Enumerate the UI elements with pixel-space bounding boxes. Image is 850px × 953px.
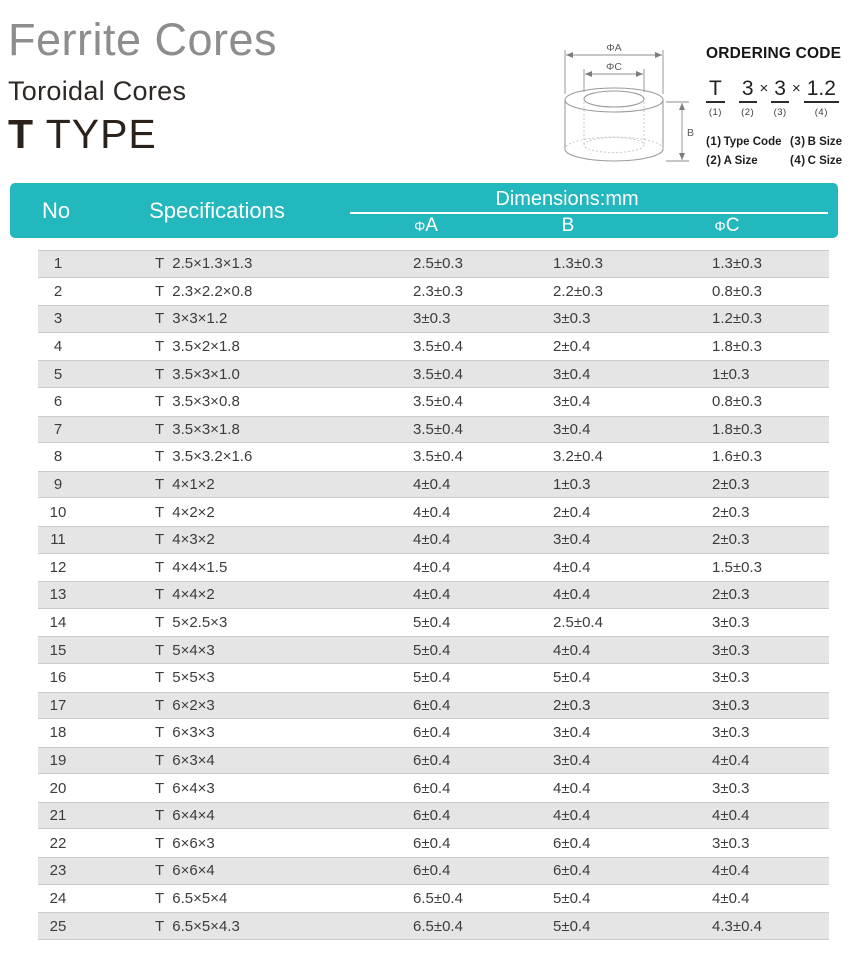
cell-a: 4±0.4 — [413, 558, 451, 576]
dim-label-height: B — [687, 127, 695, 139]
table-row — [38, 885, 829, 913]
cell-c: 1.2±0.3 — [712, 310, 762, 328]
cell-no: 3 — [53, 310, 63, 328]
cell-a: 5±0.4 — [413, 614, 451, 632]
column-letter: A — [425, 215, 438, 236]
code-part-index: (2) — [741, 107, 755, 118]
cell-spec: T 5×4×3 — [155, 641, 215, 659]
cell-no: 16 — [49, 669, 67, 687]
legend-label: B Size — [807, 136, 843, 148]
cell-b: 4±0.4 — [553, 558, 591, 576]
table-row — [38, 554, 829, 582]
table-row — [38, 416, 829, 444]
legend-key: (2) — [706, 155, 722, 167]
cell-no: 20 — [49, 779, 67, 797]
table-row — [38, 305, 829, 333]
title-block — [8, 16, 277, 158]
cell-a: 6.5±0.4 — [413, 917, 463, 935]
cell-no: 14 — [49, 614, 67, 632]
cell-spec: T 3.5×3×0.8 — [155, 393, 240, 411]
type-word: TYPE — [34, 111, 157, 158]
cell-b: 3±0.4 — [553, 531, 591, 549]
cell-a: 2.5±0.3 — [413, 255, 463, 273]
cell-c: 3±0.3 — [712, 614, 750, 632]
page-title: Ferrite Cores — [8, 14, 278, 65]
cell-b: 3±0.4 — [553, 420, 591, 438]
cell-c: 4.3±0.4 — [712, 917, 762, 935]
cell-b: 3±0.4 — [553, 365, 591, 383]
cell-c: 1.8±0.3 — [712, 338, 762, 356]
cell-spec: T 6.5×5×4.3 — [155, 917, 240, 935]
cell-a: 2.3±0.3 — [413, 282, 463, 300]
code-part — [771, 78, 789, 118]
cell-b: 2.2±0.3 — [553, 282, 603, 300]
cell-b: 3±0.3 — [553, 310, 591, 328]
table-row — [38, 609, 829, 637]
column-header-b — [520, 215, 616, 237]
cell-c: 2±0.3 — [712, 503, 750, 521]
cell-a: 6±0.4 — [413, 862, 451, 880]
code-part — [739, 78, 757, 118]
cell-b: 4±0.4 — [553, 807, 591, 825]
legend-item — [790, 155, 850, 167]
legend-item — [706, 155, 790, 167]
cell-no: 7 — [53, 420, 63, 438]
toroid-outline — [565, 88, 663, 161]
toroid-diagram — [548, 12, 708, 177]
cell-a: 3.5±0.4 — [413, 338, 463, 356]
cell-spec: T 3×3×1.2 — [155, 310, 228, 328]
cell-a: 6±0.4 — [413, 696, 451, 714]
cell-no: 25 — [49, 917, 67, 935]
table-row — [38, 250, 829, 278]
code-part-value: T — [706, 78, 725, 103]
table-row — [38, 333, 829, 361]
phi-symbol: Φ — [714, 218, 726, 234]
legend-key: (4) — [790, 155, 806, 167]
cell-c: 1.5±0.3 — [712, 558, 762, 576]
table-row — [38, 526, 829, 554]
column-letter: B — [561, 215, 575, 236]
ordering-code-title: ORDERING CODE — [706, 45, 842, 62]
cell-b: 1±0.3 — [553, 476, 591, 494]
cell-b: 4±0.4 — [553, 641, 591, 659]
table-row — [38, 498, 829, 526]
cell-spec: T 4×4×1.5 — [155, 558, 228, 576]
cell-spec: T 4×1×2 — [155, 476, 215, 494]
cell-no: 23 — [49, 862, 67, 880]
cell-c: 2±0.3 — [712, 476, 750, 494]
cell-no: 2 — [53, 282, 63, 300]
table-header — [10, 183, 838, 238]
cell-c: 3±0.3 — [712, 641, 750, 659]
cell-a: 6±0.4 — [413, 724, 451, 742]
cell-spec: T 6×4×4 — [155, 807, 215, 825]
ordering-code-example — [706, 78, 850, 118]
cell-a: 5±0.4 — [413, 641, 451, 659]
column-header-phi-c — [616, 215, 838, 237]
cell-c: 1.8±0.3 — [712, 420, 762, 438]
cell-b: 1.3±0.3 — [553, 255, 603, 273]
column-header-no: No — [41, 197, 71, 223]
table-row — [38, 443, 829, 471]
cell-no: 21 — [49, 807, 67, 825]
cell-spec: T 6×4×3 — [155, 779, 215, 797]
cell-a: 3±0.3 — [413, 310, 451, 328]
cell-spec: T 3.5×3×1.8 — [155, 420, 240, 438]
table-row — [38, 829, 829, 857]
cell-b: 4±0.4 — [553, 586, 591, 604]
cell-c: 1.3±0.3 — [712, 255, 762, 273]
type-code-letter: T — [8, 111, 35, 158]
cell-no: 18 — [49, 724, 67, 742]
cell-a: 6±0.4 — [413, 779, 451, 797]
cell-c: 4±0.4 — [712, 889, 750, 907]
cell-b: 2±0.4 — [553, 503, 591, 521]
cell-b: 5±0.4 — [553, 669, 591, 687]
table-row — [38, 774, 829, 802]
cell-spec: T 4×3×2 — [155, 531, 215, 549]
cell-b: 2±0.3 — [553, 696, 591, 714]
cell-spec: T 3.5×3.2×1.6 — [155, 448, 253, 466]
cell-b: 2±0.4 — [553, 338, 591, 356]
cell-spec: T 4×2×2 — [155, 503, 215, 521]
cell-a: 6±0.4 — [413, 807, 451, 825]
cell-spec: T 6×6×3 — [155, 834, 215, 852]
cell-c: 4±0.4 — [712, 807, 750, 825]
cell-no: 5 — [53, 365, 63, 383]
cell-spec: T 5×2.5×3 — [155, 614, 228, 632]
cell-no: 8 — [53, 448, 63, 466]
table-row — [38, 360, 829, 388]
cell-c: 2±0.3 — [712, 586, 750, 604]
phi-symbol: Φ — [414, 218, 426, 234]
cell-c: 3±0.3 — [712, 696, 750, 714]
cell-c: 3±0.3 — [712, 669, 750, 687]
cell-no: 12 — [49, 558, 67, 576]
cell-no: 17 — [49, 696, 67, 714]
legend-key: (3) — [790, 136, 806, 148]
cell-spec: T 6.5×5×4 — [155, 889, 228, 907]
legend-item — [790, 136, 850, 148]
table-row — [38, 664, 829, 692]
table-row — [38, 692, 829, 720]
cell-c: 2±0.3 — [712, 531, 750, 549]
cell-b: 2.5±0.4 — [553, 614, 603, 632]
table-row — [38, 802, 829, 830]
cell-b: 5±0.4 — [553, 917, 591, 935]
cell-a: 6±0.4 — [413, 834, 451, 852]
cell-a: 3.5±0.4 — [413, 420, 463, 438]
table-row — [38, 857, 829, 885]
cell-spec: T 4×4×2 — [155, 586, 215, 604]
cell-no: 11 — [50, 531, 66, 549]
dimension-labels — [606, 42, 694, 139]
cell-no: 4 — [53, 338, 63, 356]
cell-spec: T 6×2×3 — [155, 696, 215, 714]
toroid-hidden-lines — [565, 102, 663, 153]
cell-a: 6.5±0.4 — [413, 889, 463, 907]
cell-a: 3.5±0.4 — [413, 365, 463, 383]
cell-c: 3±0.3 — [712, 779, 750, 797]
series-subtitle: Toroidal Cores — [8, 76, 187, 107]
cell-no: 15 — [49, 641, 67, 659]
table-row — [38, 747, 829, 775]
code-part-value: 3 — [739, 78, 757, 103]
dim-label-inner: ΦC — [606, 61, 622, 73]
cell-a: 4±0.4 — [413, 476, 451, 494]
code-part-value: 3 — [771, 78, 789, 103]
cell-no: 6 — [53, 393, 63, 411]
code-part — [706, 78, 725, 118]
code-part-value: 1.2 — [804, 78, 839, 103]
multiply-sign: × — [759, 80, 769, 97]
cell-spec: T 3.5×2×1.8 — [155, 338, 240, 356]
cell-b: 6±0.4 — [553, 862, 591, 880]
cell-c: 1.6±0.3 — [712, 448, 762, 466]
cell-no: 19 — [49, 751, 67, 769]
cell-a: 6±0.4 — [413, 751, 451, 769]
legend-label: Type Code — [723, 136, 782, 148]
cell-a: 3.5±0.4 — [413, 448, 463, 466]
dim-label-outer: ΦA — [606, 42, 622, 54]
cell-a: 4±0.4 — [413, 503, 451, 521]
cell-b: 5±0.4 — [553, 889, 591, 907]
cell-no: 10 — [49, 503, 67, 521]
cell-spec: T 2.5×1.3×1.3 — [155, 255, 253, 273]
ordering-code-legend — [706, 136, 850, 167]
cell-b: 3.2±0.4 — [553, 448, 603, 466]
cell-a: 5±0.4 — [413, 669, 451, 687]
cell-no: 9 — [53, 476, 63, 494]
cell-spec: T 5×5×3 — [155, 669, 215, 687]
column-group-dimensions — [332, 183, 838, 238]
table-row — [38, 471, 829, 499]
column-header-specifications: Specifications — [149, 197, 285, 223]
column-letter: C — [725, 215, 740, 236]
cell-no: 24 — [49, 889, 67, 907]
cell-c: 4±0.4 — [712, 862, 750, 880]
cell-b: 3±0.4 — [553, 724, 591, 742]
table-row — [38, 278, 829, 306]
cell-c: 4±0.4 — [712, 751, 750, 769]
cell-no: 13 — [49, 586, 67, 604]
cell-c: 3±0.3 — [712, 724, 750, 742]
column-header-phi-a — [332, 215, 520, 237]
table-row — [38, 719, 829, 747]
cell-c: 0.8±0.3 — [712, 282, 762, 300]
type-title — [8, 111, 277, 158]
legend-label: A Size — [723, 155, 758, 167]
table-row — [38, 388, 829, 416]
cell-b: 6±0.4 — [553, 834, 591, 852]
multiply-sign: × — [791, 80, 801, 97]
code-part-index: (1) — [708, 107, 722, 118]
cell-spec: T 2.3×2.2×0.8 — [155, 282, 253, 300]
cell-c: 1±0.3 — [712, 365, 750, 383]
code-part — [804, 78, 839, 118]
table-row — [38, 636, 829, 664]
dimension-subheaders — [332, 214, 838, 238]
table-body — [38, 250, 829, 940]
legend-key: (1) — [706, 136, 722, 148]
dimensions-group-label: Dimensions:mm — [495, 188, 639, 210]
cell-c: 3±0.3 — [712, 834, 750, 852]
cell-no: 22 — [49, 834, 67, 852]
cell-spec: T 6×6×4 — [155, 862, 215, 880]
cell-no: 1 — [53, 255, 63, 273]
table-row — [38, 581, 829, 609]
cell-spec: T 6×3×4 — [155, 751, 215, 769]
dimension-lines — [565, 50, 689, 161]
cell-b: 3±0.4 — [553, 393, 591, 411]
ordering-code-section — [706, 45, 850, 167]
cell-b: 4±0.4 — [553, 779, 591, 797]
cell-a: 4±0.4 — [413, 531, 451, 549]
code-part-index: (3) — [773, 107, 787, 118]
cell-a: 3.5±0.4 — [413, 393, 463, 411]
cell-c: 0.8±0.3 — [712, 393, 762, 411]
cell-a: 4±0.4 — [413, 586, 451, 604]
table-row — [38, 912, 829, 940]
code-part-index: (4) — [814, 107, 828, 118]
legend-label: C Size — [807, 155, 843, 167]
cell-spec: T 6×3×3 — [155, 724, 215, 742]
legend-item — [706, 136, 790, 148]
cell-b: 3±0.4 — [553, 751, 591, 769]
cell-spec: T 3.5×3×1.0 — [155, 365, 240, 383]
